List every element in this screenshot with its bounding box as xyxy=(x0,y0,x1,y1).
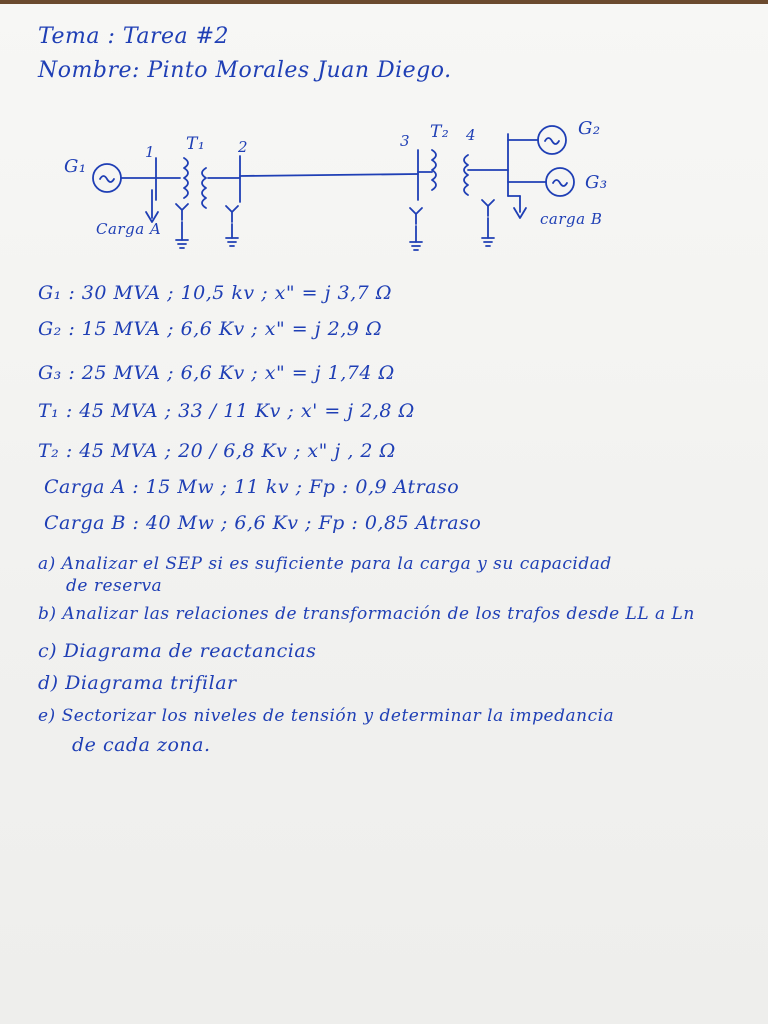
nombre-line: Nombre: Pinto Morales Juan Diego. xyxy=(38,58,452,83)
task-e: e) Sectorizar los niveles de tensión y determinar la impedancia xyxy=(38,706,615,726)
label-bus-2: 2 xyxy=(238,138,249,156)
tema-line: Tema : Tarea #2 xyxy=(38,24,230,49)
label-t2: T₂ xyxy=(430,122,450,142)
load-b-arrow xyxy=(508,196,526,218)
label-bus-1: 1 xyxy=(145,143,156,161)
label-bus-3: 3 xyxy=(400,132,411,150)
generator-g2-symbol xyxy=(508,126,566,154)
task-b: b) Analizar las relaciones de transformación de los trafos desde LL a Ln xyxy=(38,604,695,624)
task-d: d) Diagrama trifilar xyxy=(38,672,237,694)
line-2-3 xyxy=(240,174,418,176)
task-e-cont: de cada zona. xyxy=(72,734,211,756)
label-g1: G₁ xyxy=(64,156,87,177)
label-bus-4: 4 xyxy=(466,126,477,144)
task-c: c) Diagrama de reactancias xyxy=(38,640,317,662)
task-a-cont: de reserva xyxy=(66,576,163,596)
generator-g3-symbol xyxy=(508,168,574,196)
spec-g1: G₁ : 30 MVA ; 10,5 kv ; x" = j 3,7 Ω xyxy=(38,282,393,304)
label-carga-b: carga B xyxy=(540,210,603,228)
label-g2: G₂ xyxy=(578,118,601,139)
label-g3: G₃ xyxy=(585,172,608,193)
task-a: a) Analizar el SEP si es suficiente para la carga y su capacidad xyxy=(38,554,612,574)
spec-carga-b: Carga B : 40 Mw ; 6,6 Kv ; Fp : 0,85 Atraso xyxy=(44,512,482,534)
label-t1: T₁ xyxy=(186,134,206,154)
spec-t2: T₂ : 45 MVA ; 20 / 6,8 Kv ; x" j , 2 Ω xyxy=(38,440,396,462)
transformer-t1-symbol xyxy=(176,158,238,248)
spec-g2: G₂ : 15 MVA ; 6,6 Kv ; x" = j 2,9 Ω xyxy=(38,318,383,340)
spec-g3: G₃ : 25 MVA ; 6,6 Kv ; x" = j 1,74 Ω xyxy=(38,362,395,384)
label-carga-a: Carga A xyxy=(96,220,162,238)
spec-carga-a: Carga A : 15 Mw ; 11 kv ; Fp : 0,9 Atraso xyxy=(44,476,460,498)
generator-g1-symbol xyxy=(93,164,155,192)
transformer-t2-symbol xyxy=(410,150,494,250)
spec-t1: T₁ : 45 MVA ; 33 / 11 Kv ; x' = j 2,8 Ω xyxy=(38,400,415,422)
